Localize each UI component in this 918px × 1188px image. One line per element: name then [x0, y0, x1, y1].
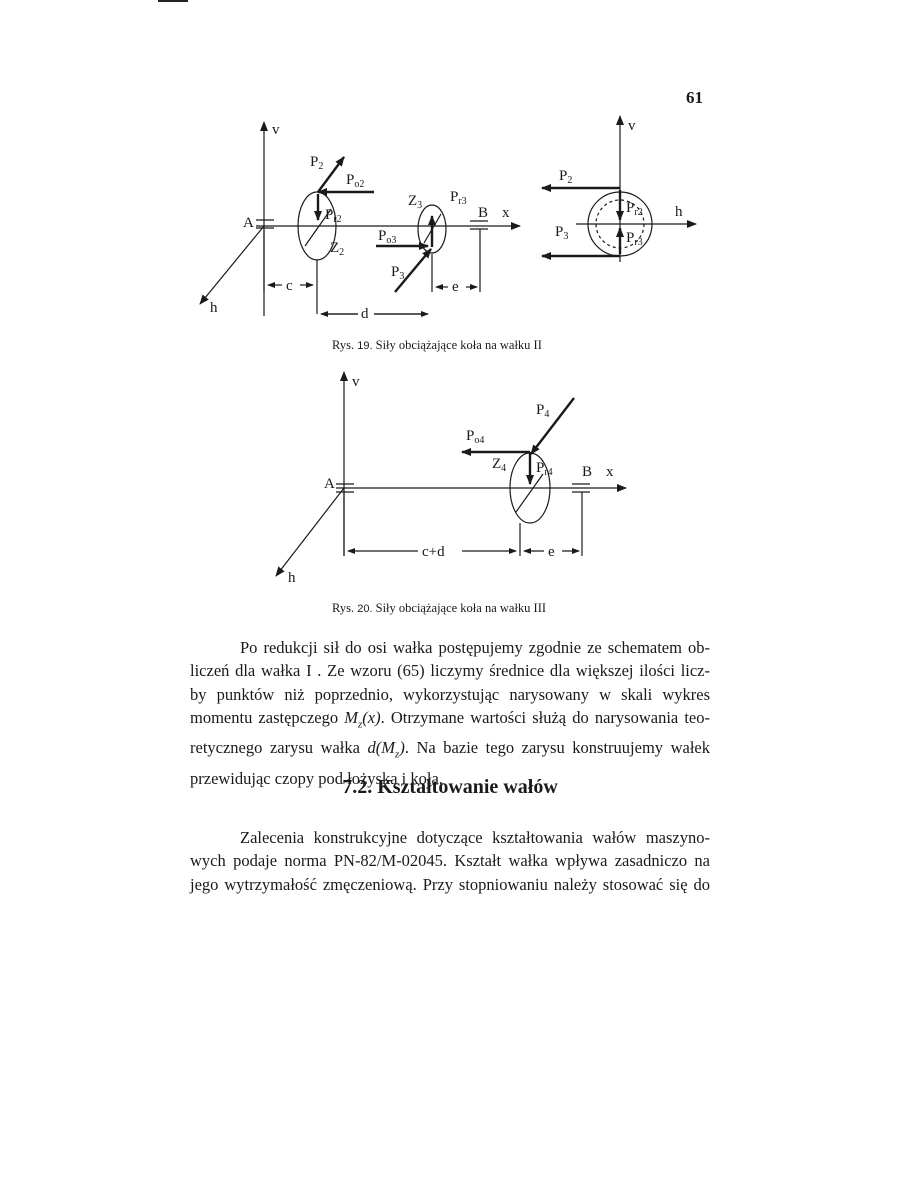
fig19-label-Po3: $P_{o3}$	[378, 228, 397, 246]
fig19-side-label-h: h	[675, 204, 683, 220]
fig19-label-P3: $P_3$	[391, 264, 405, 282]
fig20-label-P4: $P_4$	[536, 402, 550, 420]
fig20-label-Po4: $P_{o4}$	[466, 428, 485, 446]
paragraph-2-line: wych podaje norma PN-82/M-02045. Kształt wałka wpływa zasadniczo na	[190, 851, 710, 871]
fig20-label-B: B	[582, 464, 593, 480]
fig20-label-x: x	[606, 464, 614, 480]
fig19-dim-d: d	[361, 306, 369, 322]
paragraph-2	[190, 826, 710, 896]
paragraph-1-line: momentu zastępczego $M_z(x)$. Otrzymane wartości służą do narysowania teo-	[190, 707, 710, 731]
fig20-label-A: A	[324, 476, 335, 492]
page-number: 61	[686, 88, 703, 107]
figure-20-caption: Rys. 20. Siły obciążające koła na wałku III	[332, 601, 547, 615]
fig19-label-h: h	[210, 300, 218, 316]
fig19-label-Pr3: $P_{r3}$	[450, 189, 467, 207]
paragraph-2-line: Zalecenia konstrukcyjne dotyczące kształtowania wałów maszyno-	[240, 828, 710, 847]
fig19-side-label-Pr3: $P_{r3}$	[626, 230, 643, 248]
fig20-dim-cd: c+d	[422, 544, 445, 560]
fig19-side-label-P3: $P_3$	[555, 224, 569, 242]
fig19-label-Z3: $Z_3$	[408, 193, 423, 211]
fig20-label-Pr4: $P_{r4}$	[536, 460, 553, 478]
paragraph-1	[190, 636, 710, 790]
fig20-h-axis	[276, 488, 344, 576]
fig20-label-v: v	[352, 374, 360, 390]
paragraph-1-line: przewidując czopy pod łożyska i koła.	[190, 769, 443, 789]
fig19-label-B: B	[478, 205, 489, 221]
fig19-label-v: v	[272, 122, 280, 138]
fig19-label-P2: $P_2$	[310, 154, 324, 172]
paragraph-2-line: jego wytrzymałość zmęczeniową. Przy stopniowaniu należy stosować się do	[190, 874, 710, 894]
fig19-label-Pr2: $P_{r2}$	[325, 207, 342, 225]
paragraph-1-line: liczeń dla wałka I . Ze wzoru (65) liczymy średnice dla większej ilości licz-	[190, 661, 710, 681]
fig20-label-h: h	[288, 570, 296, 586]
fig19-side-label-P2: $P_2$	[559, 168, 573, 186]
fig19-side-label-Pr2: $P_{r2}$	[626, 200, 643, 218]
figure-19-diagram	[0, 0, 918, 340]
fig19-label-x: x	[502, 205, 510, 221]
paragraph-1-line: retycznego zarysu wałka $d(M_z)$. Na bazie tego zarysu konstruujemy wałek	[190, 738, 710, 761]
fig20-label-Z4: $Z_4$	[492, 456, 507, 474]
figure-19-caption: Rys. 19. Siły obciążające koła na wałku II	[332, 338, 542, 352]
fig20-dim-e: e	[548, 544, 555, 560]
fig19-label-Po2: $P_{o2}$	[346, 172, 365, 190]
section-heading: 7.2. Kształtowanie wałów	[342, 776, 558, 798]
paragraph-1-line: Po redukcji sił do osi wałka postępujemy zgodnie ze schematem ob-	[240, 638, 710, 657]
figure-20-diagram	[0, 360, 918, 600]
fig19-h-axis	[200, 226, 264, 304]
fig19-side-label-v: v	[628, 118, 636, 134]
fig19-label-Z2: $Z_2$	[330, 240, 345, 258]
fig19-dim-e: e	[452, 279, 459, 295]
fig19-dim-c: c	[286, 278, 293, 294]
paragraph-1-line: by punktów niż poprzednio, wykorzystując narysowany w skali wykres	[190, 684, 710, 704]
fig19-label-A: A	[243, 215, 254, 231]
